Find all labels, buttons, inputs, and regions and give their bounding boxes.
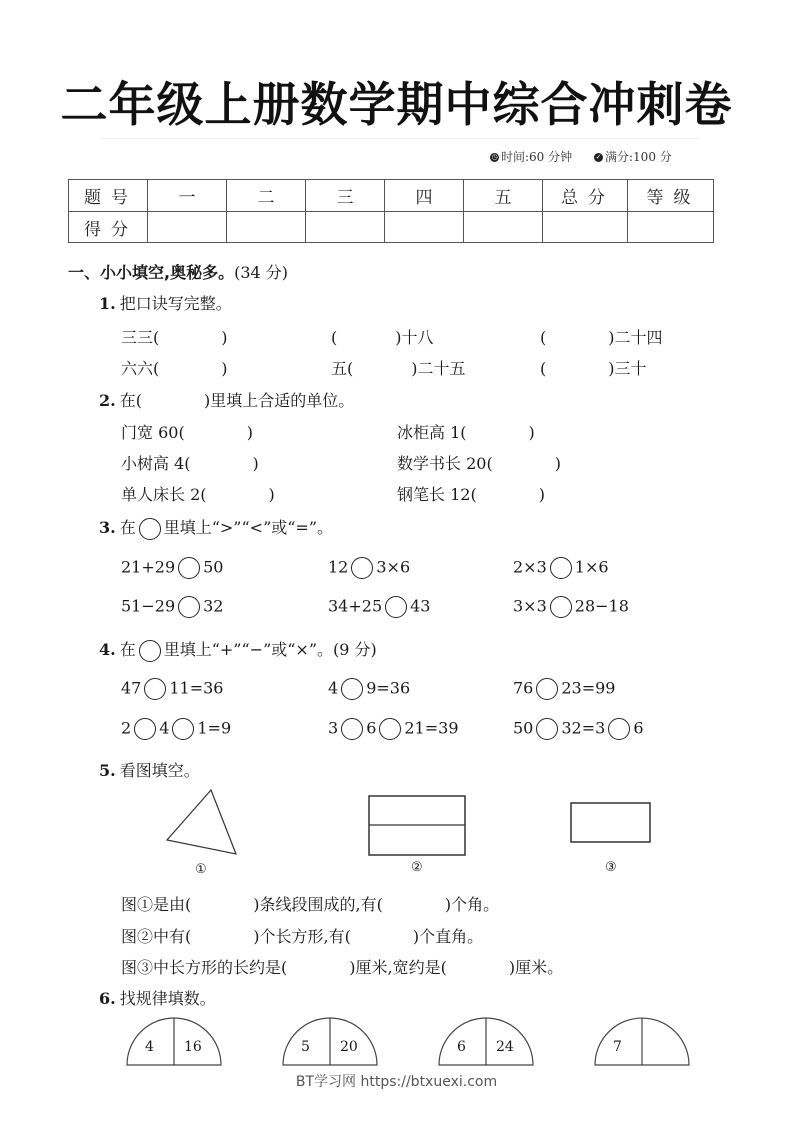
col-3: 三 [306, 180, 385, 212]
question-3: 3. 在 里填上“>”“<”或“=”。 [99, 515, 333, 540]
question-4: 4. 在 里填上“+”“−”或“×”。(9 分) [99, 637, 377, 662]
q1-item: 五( )二十五 [331, 359, 466, 378]
section-points: (34 分) [234, 263, 289, 282]
q4-item: 50 32=3 6 [513, 718, 644, 740]
figure-label-3: ③ [605, 860, 617, 875]
col-1: 一 [148, 180, 227, 212]
check-circle-icon: ✓ [595, 153, 602, 161]
col-grade: 等级 [628, 180, 714, 212]
q4-item: 47 11=36 [121, 678, 223, 700]
q2-item: 小树高 4( ) [121, 454, 259, 473]
q2-item: 门宽 60( ) [121, 423, 253, 442]
q1-item: ( )二十四 [540, 328, 663, 347]
rectangle-figure-3 [571, 803, 650, 842]
semicircle-left-value: 4 [145, 1039, 154, 1055]
col-5: 五 [464, 180, 543, 212]
q1-item: ( )三十 [540, 359, 647, 378]
semicircle-left-value: 5 [301, 1039, 310, 1055]
semicircle-left-value: 6 [457, 1039, 466, 1055]
clock-icon: ◷ [491, 153, 498, 161]
q1-item: 六六( ) [121, 359, 228, 378]
q2-item: 钢笔长 12( ) [397, 485, 545, 504]
q3-item: 12 3×6 [328, 557, 410, 579]
question-number: 5. [99, 761, 116, 780]
question-prompt: 看图填空。 [119, 761, 200, 780]
question-number: 1. [99, 294, 116, 313]
footer-watermark: BT学习网 https://btxuexi.com [295, 1074, 498, 1090]
q3-item: 34+25 43 [328, 596, 430, 618]
row-label: 得分 [69, 212, 148, 243]
q3-item: 51−29 32 [121, 596, 223, 618]
figure-label-2: ② [411, 860, 423, 875]
question-prompt: 把口诀写完整。 [119, 294, 232, 313]
question-number: 4. [99, 640, 116, 659]
q4-item: 76 23=99 [513, 678, 615, 700]
q2-item: 单人床长 2( ) [121, 485, 275, 504]
semicircle-left-value: 7 [613, 1039, 622, 1055]
question-number: 2. [99, 391, 116, 410]
header-label: 题号 [69, 180, 148, 212]
question-2: 2. 在( )里填上合适的单位。 [99, 391, 355, 410]
question-points: (9 分) [333, 640, 377, 659]
question-number: 6. [99, 989, 116, 1008]
figure-label-1: ① [195, 862, 207, 877]
q5-line: 图②中有( )个长方形,有( )个直角。 [121, 927, 484, 946]
section-title: 一、小小填空,奥秘多。 [68, 263, 235, 282]
q4-item: 3 6 21=39 [328, 718, 459, 740]
semicircle-answer-blank[interactable] [652, 1039, 682, 1057]
semicircles [127, 1018, 689, 1065]
col-total: 总分 [543, 180, 628, 212]
col-4: 四 [385, 180, 464, 212]
q5-line: 图①是由( )条线段围成的,有( )个角。 [121, 895, 500, 914]
question-6 [99, 986, 216, 1009]
semicircle-right-value: 20 [340, 1039, 358, 1055]
q4-item: 2 4 1=9 [121, 718, 231, 740]
q2-item: 冰柜高 1( ) [397, 423, 535, 442]
q3-item: 2×3 1×6 [513, 557, 609, 579]
q1-item: 三三( ) [121, 328, 228, 347]
col-2: 二 [227, 180, 306, 212]
q5-line: 图③中长方形的长约是( )厘米,宽约是( )厘米。 [121, 958, 564, 977]
q1-item: ( )十八 [331, 328, 434, 347]
q3-item: 21+29 50 [121, 557, 223, 579]
q2-item: 数学书长 20( ) [397, 454, 561, 473]
page-title: 二年级上册数学期中综合冲刺卷 [60, 78, 733, 133]
question-prompt: 找规律填数。 [119, 989, 216, 1008]
time-text: 时间:60 分钟 [501, 150, 573, 164]
q4-item: 4 9=36 [328, 678, 410, 700]
semicircle-right-value: 24 [496, 1039, 514, 1055]
triangle-figure [167, 790, 236, 854]
semicircle-right-value: 16 [184, 1039, 202, 1055]
q3-item: 3×3 28−18 [513, 596, 629, 618]
question-number: 3. [99, 518, 116, 537]
full-score-text: 满分:100 分 [605, 150, 672, 164]
